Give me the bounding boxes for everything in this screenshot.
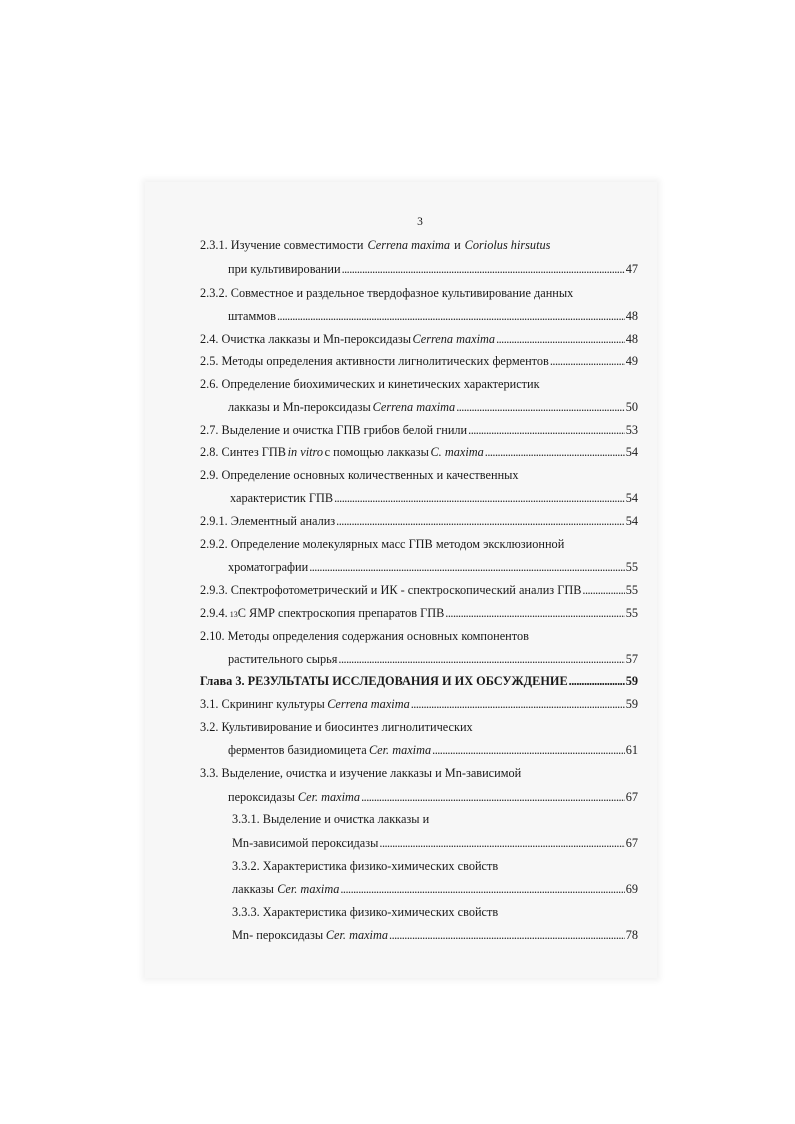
toc-entry-2-9[interactable]: характеристик ГПВ . . . 54 xyxy=(230,489,638,507)
page-ref: 49 xyxy=(625,354,638,368)
page-ref: 57 xyxy=(625,652,638,666)
toc-entry-2-9-2-title: 2.9.2. Определение молекулярных масс ГПВ методом эксклюзионной xyxy=(200,537,565,551)
toc-entry-3-3-2[interactable]: лакказы Cer. maxima . . . 69 xyxy=(232,880,638,898)
toc-entry-2-9-title: 2.9. Определение основных количественных и качественных xyxy=(200,468,519,482)
page-ref: 69 xyxy=(625,882,638,896)
toc-entry-3-3-1[interactable]: Mn-зависимой пероксидазы . . . 67 xyxy=(232,834,638,852)
toc-entry-2-3-2[interactable]: штаммов . . . 48 xyxy=(228,307,638,325)
page-ref: 47 xyxy=(625,262,638,276)
toc-entry-2-9-4[interactable]: 2.9.4. 13 С ЯМР спектроскопия препаратов ГПВ . . . 55 xyxy=(200,604,638,622)
page-ref: 55 xyxy=(625,606,638,620)
toc-entry-2-3-1-title: 2.3.1. Изучение совместимости Cerrena maxima и Coriolus hirsutus xyxy=(200,238,551,252)
toc-entry-3-2[interactable]: ферментов базидиомицета Cer. maxima . . . 61 xyxy=(228,741,638,759)
toc-entry-2-3-1[interactable]: при культивировании . . . 47 xyxy=(228,260,638,278)
toc-entry-2-4[interactable]: 2.4. Очистка лакказы и Mn-пероксидазы Cerrena maxima . . . 48 xyxy=(200,330,638,348)
page-number: 3 xyxy=(417,216,423,228)
toc-entry-2-9-2[interactable]: хроматографии . . . 55 xyxy=(228,558,638,576)
page-ref: 54 xyxy=(625,445,638,459)
toc-entry-3-3-2-title: 3.3.2. Характеристика физико-химических свойств xyxy=(232,859,499,873)
toc-entry-2-8[interactable]: 2.8. Синтез ГПВ in vitro с помощью лакказы C. maxima . . . 54 xyxy=(200,443,638,461)
toc-chapter-3[interactable]: Глава 3. РЕЗУЛЬТАТЫ ИССЛЕДОВАНИЯ И ИХ ОБСУЖДЕНИЕ . . . 59 xyxy=(200,672,638,690)
toc-entry-3-3-3[interactable]: Mn- пероксидазы Cer. maxima . . . 78 xyxy=(232,926,638,944)
toc-entry-2-10-title: 2.10. Методы определения содержания основных компонентов xyxy=(200,629,529,643)
page-ref: 50 xyxy=(625,400,638,414)
page-ref: 59 xyxy=(625,674,638,688)
toc-entry-3-1[interactable]: 3.1. Скрининг культуры Cerrena maxima . . . 59 xyxy=(200,695,638,713)
toc-entry-3-3-title: 3.3. Выделение, очистка и изучение лакказы и Mn-зависимой xyxy=(200,766,522,780)
toc-entry-2-10[interactable]: растительного сырья . . . 57 xyxy=(228,650,638,668)
page-ref: 67 xyxy=(625,836,638,850)
page-ref: 78 xyxy=(625,928,638,942)
toc-entry-2-5[interactable]: 2.5. Методы определения активности лигнолитических ферментов . . . 49 xyxy=(200,352,638,370)
page-ref: 55 xyxy=(625,560,638,574)
page-ref: 54 xyxy=(625,514,638,528)
toc-entry-2-6-title: 2.6. Определение биохимических и кинетических характеристик xyxy=(200,377,540,391)
page-ref: 48 xyxy=(625,332,638,346)
toc-entry-2-9-3[interactable]: 2.9.3. Спектрофотометрический и ИК - спектроскопический анализ ГПВ . . . 55 xyxy=(200,581,638,599)
toc-entry-3-2-title: 3.2. Культивирование и биосинтез лигнолитических xyxy=(200,720,473,734)
toc-entry-2-6[interactable]: лакказы и Mn-пероксидазы Cerrena maxima . . . 50 xyxy=(228,398,638,416)
toc-entry-3-3-1-title: 3.3.1. Выделение и очистка лакказы и xyxy=(232,812,430,826)
toc-entry-2-3-2-title: 2.3.2. Совместное и раздельное твердофазное культивирование данных xyxy=(200,286,574,300)
toc-entry-2-7[interactable]: 2.7. Выделение и очистка ГПВ грибов белой гнили . . . 53 xyxy=(200,421,638,439)
page-ref: 48 xyxy=(625,309,638,323)
page-ref: 61 xyxy=(625,743,638,757)
page-ref: 59 xyxy=(625,697,638,711)
toc-entry-2-9-1[interactable]: 2.9.1. Элементный анализ . . . 54 xyxy=(200,512,638,530)
page-ref: 53 xyxy=(625,423,638,437)
toc-entry-3-3[interactable]: пероксидазы Cer. maxima . . . 67 xyxy=(228,788,638,806)
page-ref: 54 xyxy=(625,491,638,505)
toc-entry-3-3-3-title: 3.3.3. Характеристика физико-химических свойств xyxy=(232,905,499,919)
page-ref: 55 xyxy=(625,583,638,597)
page-ref: 67 xyxy=(625,790,638,804)
